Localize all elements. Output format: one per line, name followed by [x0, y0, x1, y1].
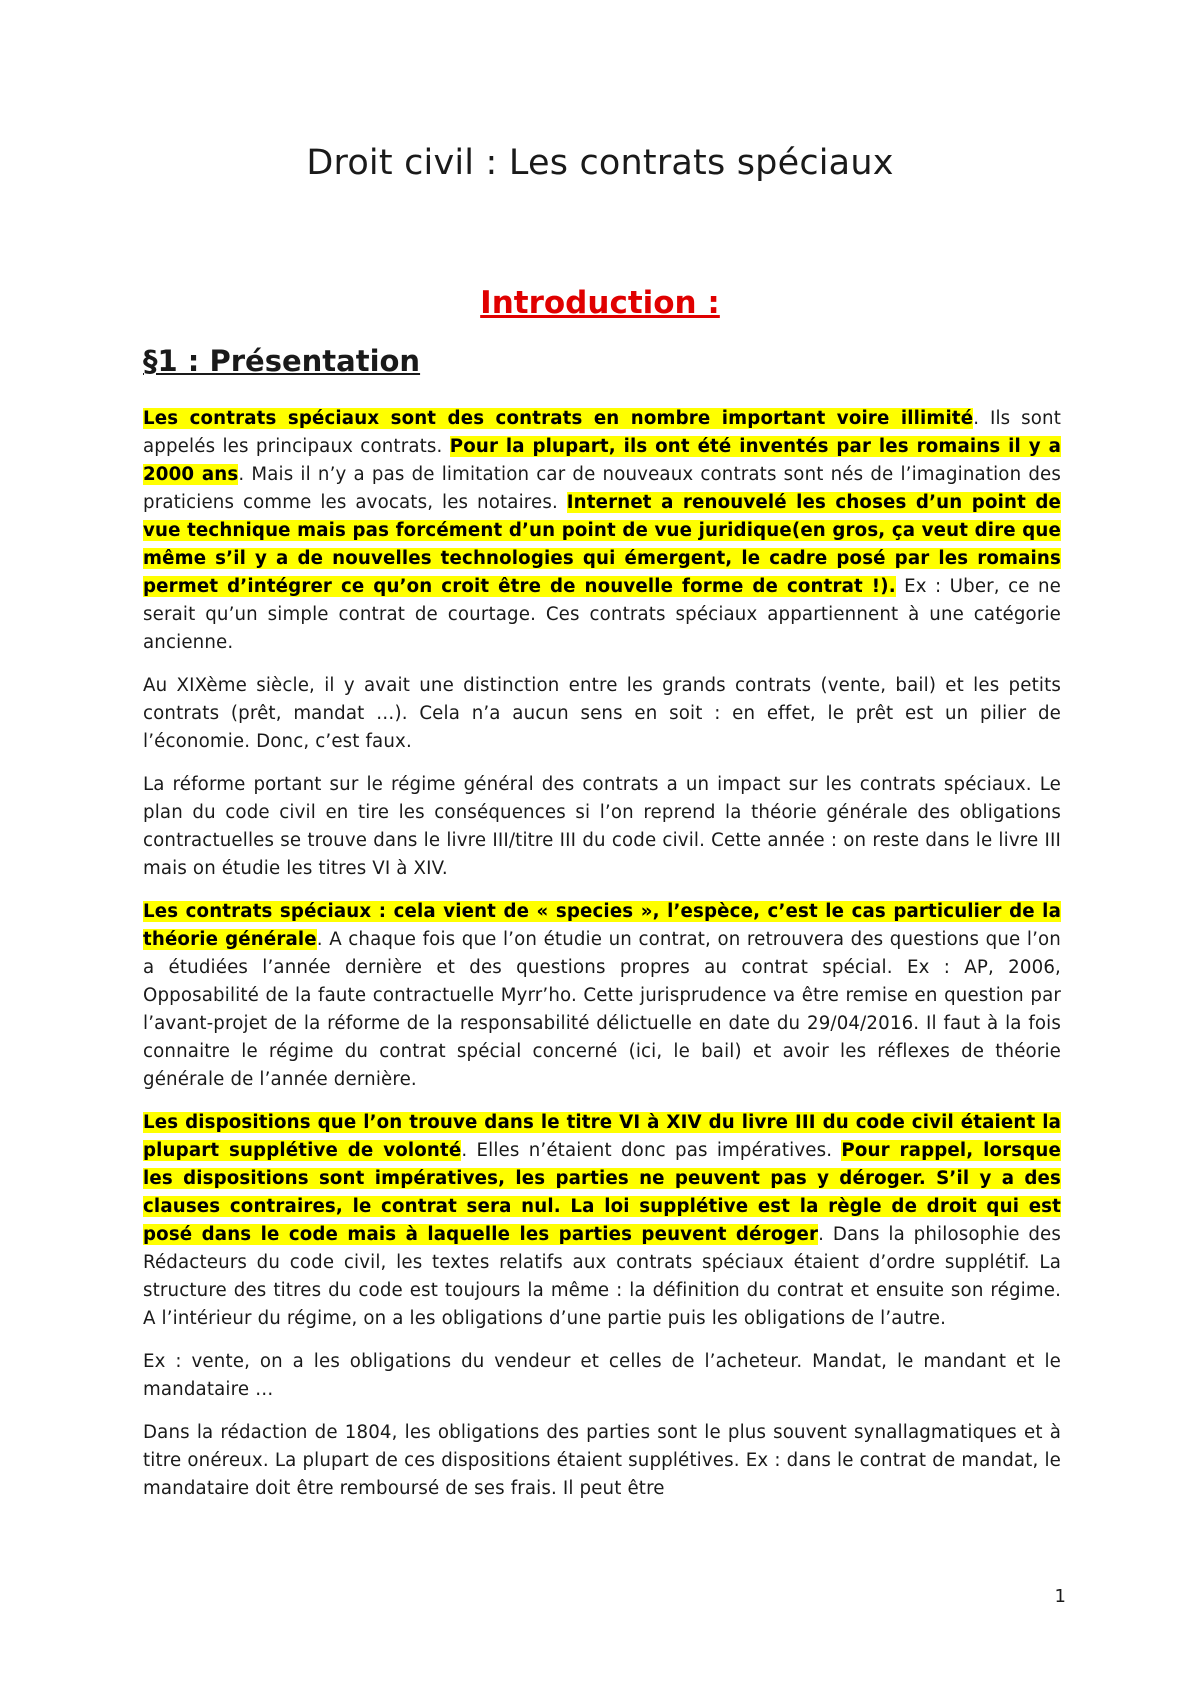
paragraph-text: Ex : vente, on a les obligations du vendeur et celles de l’acheteur. Mandat, le mandant et le mandataire … [143, 1351, 1061, 1400]
paragraph-text: . Dans la philosophie des Rédacteurs du code civil, les textes relatifs aux contrats spéciaux étaient d’ordre supplétif. La structure des titres du code est toujours la même : la définition du contrat et ensuite son régime. A l’intérieur du régime, on a les obligations d’une partie puis les obligations de l’autre. [143, 1224, 1061, 1329]
paragraph-text: Dans la rédaction de 1804, les obligations des parties sont le plus souvent synallagmatiques et à titre onéreux. La plupart de ces dispositions étaient supplétives. Ex : dans le contrat de mandat, le mandataire doit être remboursé de ses frais. Il peut être [143, 1422, 1061, 1499]
highlighted-text: Pour la plupart, ils ont été inventés par les romains il y a 2000 ans [143, 436, 1061, 485]
highlighted-text: Les contrats spéciaux : cela vient de « species », l’espèce, c’est le cas particulier de la théorie générale [143, 901, 1061, 950]
paragraph-text: . A chaque fois que l’on étudie un contrat, on retrouvera des questions que l’on a étudiées l’année dernière et des questions propres au contrat spécial. Ex : AP, 2006, Opposabilité de la faute contractuelle Myrr’ho. Cette jurisprudence va être remise en question par l’avant-projet de la réforme de la responsabilité délictuelle en date du 29/04/2016. Il faut à la fois connaitre le régime du contrat spécial concerné (ici, le bail) et avoir les réflexes de théorie générale de l’année dernière. [143, 929, 1061, 1090]
paragraph-text: Au XIXème siècle, il y avait une distinction entre les grands contrats (vente, bail) et les petits contrats (prêt, mandat …). Cela n’a aucun sens en soit : en effet, le prêt est un pilier de l’économie. Donc, c’est faux. [143, 675, 1061, 752]
paragraph-text: . Elles n’étaient donc pas impératives. [461, 1140, 842, 1161]
highlighted-text: Les contrats spéciaux sont des contrats en nombre important voire illimité [143, 408, 974, 429]
section-heading: §1 : Présentation [143, 344, 421, 378]
paragraph [143, 672, 1061, 756]
highlighted-text: Internet a renouvelé les choses d’un point de vue technique mais pas forcément d’un point de vue juridique(en gros, ça veut dire que même s’il y a de nouvelles technologies qui émergent, le cadre posé par les romains permet d’intégrer ce qu’on croit être de nouvelle forme de contrat !). [143, 492, 1061, 597]
highlighted-text: Les dispositions que l’on trouve dans le titre VI à XIV du livre III du code civil étaient la plupart supplétive de volonté [143, 1112, 1061, 1161]
paragraph [143, 1348, 1061, 1404]
paragraph-text: Ex : Uber, ce ne serait qu’un simple contrat de courtage. Ces contrats spéciaux appartiennent à une catégorie ancienne. [143, 576, 1061, 653]
paragraph-text: La réforme portant sur le régime général des contrats a un impact sur les contrats spéciaux. Le plan du code civil en tire les conséquences si l’on reprend la théorie générale des obligations contractuelles se trouve dans le livre III/titre III du code civil. Cette année : on reste dans le livre III mais on étudie les titres VI à XIV. [143, 774, 1061, 879]
paragraph [143, 1419, 1061, 1503]
paragraph [143, 1109, 1061, 1333]
paragraph [143, 405, 1061, 657]
introduction-heading: Introduction : [480, 285, 720, 321]
paragraph [143, 898, 1061, 1094]
paragraph-text: . Ils sont appelés les principaux contrats. [143, 408, 1061, 457]
page-number: 1 [1054, 1586, 1066, 1607]
document-body [143, 405, 1061, 1518]
paragraph [143, 771, 1061, 883]
document-title: Droit civil : Les contrats spéciaux [306, 143, 894, 183]
paragraph-text: . Mais il n’y a pas de limitation car de nouveaux contrats sont nés de l’imagination des praticiens comme les avocats, les notaires. [143, 464, 1061, 513]
highlighted-text: Pour rappel, lorsque les dispositions sont impératives, les parties ne peuvent pas y déroger. S’il y a des clauses contraires, le contrat sera nul. La loi supplétive est la règle de droit qui est posé dans le code mais à laquelle les parties peuvent déroger [143, 1140, 1061, 1245]
